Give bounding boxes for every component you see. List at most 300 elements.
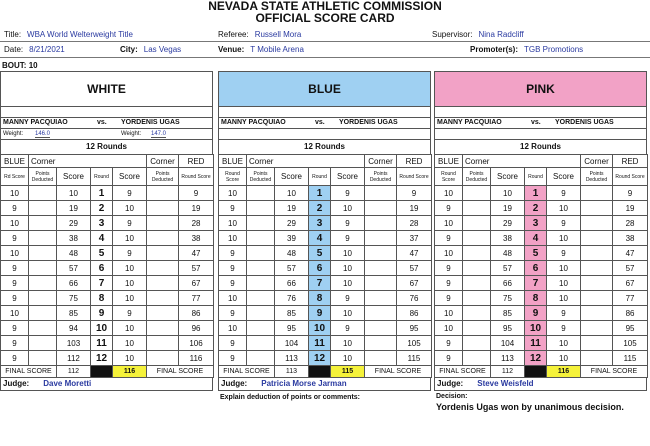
score-cell: 57 <box>613 261 648 276</box>
score-cell <box>463 201 491 216</box>
vs-label: vs. <box>315 119 325 126</box>
decision-label: Decision: <box>436 393 468 400</box>
score-cell: 9 <box>331 321 365 336</box>
final-score-row: FINAL SCORE 112 116 FINAL SCORE <box>435 366 648 378</box>
round-number: 8 <box>525 291 547 306</box>
score-cell: 28 <box>179 216 214 231</box>
score-cell <box>365 321 397 336</box>
scorecard-white <box>0 61 213 446</box>
score-cell <box>247 306 275 321</box>
comments-label: Explain deduction of points or comments: <box>220 394 361 401</box>
score-cell <box>29 291 57 306</box>
score-cell <box>581 186 613 201</box>
fighter-names <box>0 117 213 128</box>
round-row <box>219 186 432 201</box>
score-cell <box>247 186 275 201</box>
score-cell: 10 <box>331 336 365 351</box>
final-score-row: FINAL SCORE 113 115 FINAL SCORE <box>219 366 432 378</box>
score-cell: 104 <box>491 336 525 351</box>
round-number: 12 <box>309 351 331 366</box>
score-cell: 9 <box>331 231 365 246</box>
score-cell <box>365 231 397 246</box>
round-number: 7 <box>309 276 331 291</box>
score-cell <box>247 321 275 336</box>
round-number: 11 <box>525 336 547 351</box>
score-cell: 38 <box>57 231 91 246</box>
score-cell <box>365 246 397 261</box>
score-cell: 9 <box>219 261 247 276</box>
score-cell <box>581 276 613 291</box>
score-cell: 9 <box>1 336 29 351</box>
round-number: 4 <box>525 231 547 246</box>
score-cell <box>147 246 179 261</box>
score-cell: 9 <box>113 216 147 231</box>
score-cell: 10 <box>113 276 147 291</box>
round-number: 3 <box>525 216 547 231</box>
score-cell <box>247 201 275 216</box>
round-row <box>435 231 648 246</box>
score-cell <box>581 336 613 351</box>
score-cell: 77 <box>179 291 214 306</box>
score-cell <box>581 351 613 366</box>
round-number: 4 <box>91 231 113 246</box>
score-cell: 10 <box>547 336 581 351</box>
round-number: 2 <box>309 201 331 216</box>
score-cell: 9 <box>1 321 29 336</box>
score-cell: 10 <box>331 276 365 291</box>
score-cell <box>365 216 397 231</box>
final-red: 115 <box>331 366 365 378</box>
score-cell <box>581 231 613 246</box>
score-cell: 10 <box>331 201 365 216</box>
score-cell: 10 <box>1 186 29 201</box>
score-cell: 10 <box>219 231 247 246</box>
score-cell <box>463 351 491 366</box>
round-number: 9 <box>309 306 331 321</box>
score-cell: 39 <box>275 231 309 246</box>
round-row <box>435 261 648 276</box>
sheet-title: WHITE <box>0 71 213 106</box>
rounds-label: 12 Rounds <box>218 139 431 154</box>
round-number: 11 <box>309 336 331 351</box>
fighter-blue: MANNY PACQUIAO <box>3 119 68 126</box>
score-cell: 10 <box>547 261 581 276</box>
score-cell: 28 <box>613 216 648 231</box>
score-cell <box>581 261 613 276</box>
score-cell: 38 <box>613 231 648 246</box>
score-cell: 9 <box>331 291 365 306</box>
score-cell: 9 <box>547 216 581 231</box>
score-cell: 115 <box>397 351 432 366</box>
round-row <box>219 306 432 321</box>
score-cell <box>581 321 613 336</box>
score-cell: 9 <box>1 291 29 306</box>
score-cell: 10 <box>547 276 581 291</box>
score-cell: 9 <box>1 276 29 291</box>
round-number: 10 <box>309 321 331 336</box>
score-cell <box>463 306 491 321</box>
score-cell: 10 <box>547 231 581 246</box>
score-cell: 76 <box>397 291 432 306</box>
score-cell <box>247 351 275 366</box>
round-number: 5 <box>309 246 331 261</box>
score-cell <box>463 216 491 231</box>
fighter-blue: MANNY PACQUIAO <box>437 119 502 126</box>
round-row <box>1 336 214 351</box>
score-cell: 47 <box>613 246 648 261</box>
score-cell: 9 <box>219 306 247 321</box>
score-cell: 10 <box>219 291 247 306</box>
score-cell: 9 <box>435 291 463 306</box>
score-cell <box>147 306 179 321</box>
final-blue: 113 <box>275 366 309 378</box>
score-cell: 96 <box>179 321 214 336</box>
round-number: 9 <box>91 306 113 321</box>
score-cell: 10 <box>275 186 309 201</box>
round-row <box>219 216 432 231</box>
decision-text: Yordenis Ugas won by unanimous decision. <box>436 402 624 412</box>
score-cell: 10 <box>331 351 365 366</box>
score-cell: 106 <box>179 336 214 351</box>
round-row <box>435 201 648 216</box>
score-cell: 9 <box>219 201 247 216</box>
score-cell: 66 <box>275 276 309 291</box>
score-cell <box>147 291 179 306</box>
score-cell: 9 <box>547 246 581 261</box>
score-cell <box>463 186 491 201</box>
commission-title: NEVADA STATE ATHLETIC COMMISSION <box>208 0 442 13</box>
score-cell <box>247 231 275 246</box>
score-cell: 9 <box>613 186 648 201</box>
score-cell <box>247 246 275 261</box>
round-row <box>1 321 214 336</box>
meta-divider <box>0 57 650 58</box>
score-cell: 19 <box>613 201 648 216</box>
meta-title: Title: WBA World Welterweight Title <box>4 30 134 39</box>
score-cell <box>29 246 57 261</box>
score-cell: 85 <box>57 306 91 321</box>
score-cell: 113 <box>491 351 525 366</box>
round-number: 9 <box>525 306 547 321</box>
score-cell: 10 <box>113 336 147 351</box>
judge-line: Judge: Steve Weisfeld <box>434 378 647 391</box>
score-cell <box>247 276 275 291</box>
rounds-label: 12 Rounds <box>434 139 647 154</box>
meta-city: City: Las Vegas <box>120 45 182 54</box>
fighter-red: YORDENIS UGAS <box>555 119 614 126</box>
fighter-names <box>218 117 431 128</box>
weight-label: Weight: <box>3 131 24 137</box>
round-number: 2 <box>91 201 113 216</box>
round-row <box>219 321 432 336</box>
judge-line: Judge: Dave Moretti <box>0 378 213 391</box>
final-red: 116 <box>113 366 147 378</box>
final-score-row: FINAL SCORE 112 116 FINAL SCORE <box>1 366 214 378</box>
round-row <box>1 246 214 261</box>
round-row <box>219 246 432 261</box>
score-cell: 10 <box>113 231 147 246</box>
score-cell: 9 <box>397 186 432 201</box>
score-cell: 10 <box>435 306 463 321</box>
round-number: 8 <box>91 291 113 306</box>
round-number: 12 <box>525 351 547 366</box>
judge-name: Patricia Morse Jarman <box>261 379 347 388</box>
score-cell <box>365 306 397 321</box>
score-cell: 95 <box>397 321 432 336</box>
vs-label: vs. <box>97 119 107 126</box>
score-cell: 10 <box>219 186 247 201</box>
round-row <box>219 291 432 306</box>
round-number: 6 <box>525 261 547 276</box>
score-cell <box>365 261 397 276</box>
judge-name: Steve Weisfeld <box>477 379 534 388</box>
score-cell: 77 <box>613 291 648 306</box>
score-cell <box>581 291 613 306</box>
score-cell: 116 <box>179 351 214 366</box>
round-row <box>435 246 648 261</box>
score-cell: 19 <box>491 201 525 216</box>
round-row <box>1 306 214 321</box>
judge-line: Judge: Patricia Morse Jarman <box>218 378 431 391</box>
final-blue: 112 <box>57 366 91 378</box>
score-cell <box>463 291 491 306</box>
round-row <box>435 321 648 336</box>
score-cell <box>29 201 57 216</box>
score-cell: 19 <box>397 201 432 216</box>
round-row <box>435 306 648 321</box>
score-cell: 10 <box>57 186 91 201</box>
score-cell: 9 <box>435 231 463 246</box>
final-red: 116 <box>547 366 581 378</box>
score-cell: 9 <box>331 216 365 231</box>
score-cell: 9 <box>219 336 247 351</box>
score-cell: 47 <box>179 246 214 261</box>
round-number: 4 <box>309 231 331 246</box>
score-cell <box>29 321 57 336</box>
score-cell: 9 <box>331 186 365 201</box>
score-cell: 9 <box>547 321 581 336</box>
bout-number: BOUT: 10 <box>2 61 38 70</box>
score-cell <box>247 291 275 306</box>
score-cell: 9 <box>113 246 147 261</box>
score-cell: 9 <box>435 201 463 216</box>
round-row <box>1 231 214 246</box>
score-cell: 9 <box>1 261 29 276</box>
sheet-title: BLUE <box>218 71 431 106</box>
score-cell: 29 <box>275 216 309 231</box>
meta-divider <box>0 41 650 42</box>
round-row <box>435 216 648 231</box>
score-cell: 10 <box>219 321 247 336</box>
score-cell: 9 <box>179 186 214 201</box>
score-cell: 115 <box>613 351 648 366</box>
round-row <box>1 291 214 306</box>
score-cell: 75 <box>57 291 91 306</box>
round-rows <box>435 186 648 366</box>
round-row <box>1 261 214 276</box>
score-cell: 10 <box>113 261 147 276</box>
vs-label: vs. <box>531 119 541 126</box>
score-cell <box>463 261 491 276</box>
score-cell <box>29 276 57 291</box>
fighter-weights <box>0 128 213 139</box>
score-cell <box>581 201 613 216</box>
score-cell: 57 <box>179 261 214 276</box>
score-cell <box>247 216 275 231</box>
score-cell <box>463 276 491 291</box>
score-cell <box>29 351 57 366</box>
score-cell: 9 <box>113 306 147 321</box>
round-row <box>435 186 648 201</box>
score-cell: 10 <box>331 306 365 321</box>
round-number: 7 <box>525 276 547 291</box>
score-cell: 48 <box>491 246 525 261</box>
score-cell <box>147 276 179 291</box>
score-cell: 105 <box>397 336 432 351</box>
score-cell: 9 <box>435 261 463 276</box>
score-cell <box>365 336 397 351</box>
score-cell: 9 <box>113 186 147 201</box>
fighter-red: YORDENIS UGAS <box>121 119 180 126</box>
score-cell: 9 <box>1 201 29 216</box>
score-cell: 28 <box>397 216 432 231</box>
score-cell: 9 <box>435 351 463 366</box>
score-cell <box>29 261 57 276</box>
score-cell: 9 <box>1 351 29 366</box>
score-cell: 9 <box>547 306 581 321</box>
score-cell: 9 <box>219 351 247 366</box>
score-cell: 10 <box>113 321 147 336</box>
score-cell: 76 <box>275 291 309 306</box>
round-row <box>1 186 214 201</box>
round-number: 6 <box>91 261 113 276</box>
score-cell <box>147 261 179 276</box>
score-cell <box>463 336 491 351</box>
score-cell: 9 <box>1 231 29 246</box>
score-cell: 38 <box>179 231 214 246</box>
score-cell: 48 <box>275 246 309 261</box>
score-cell: 37 <box>397 231 432 246</box>
round-number: 1 <box>309 186 331 201</box>
round-row <box>219 336 432 351</box>
score-cell: 29 <box>491 216 525 231</box>
score-cell: 10 <box>219 216 247 231</box>
score-cell: 66 <box>491 276 525 291</box>
score-cell: 29 <box>57 216 91 231</box>
final-blue: 112 <box>491 366 525 378</box>
score-cell: 10 <box>1 216 29 231</box>
score-cell <box>147 351 179 366</box>
fighter-names <box>434 117 647 128</box>
score-cell: 113 <box>275 351 309 366</box>
round-number: 7 <box>91 276 113 291</box>
score-cell <box>29 216 57 231</box>
score-cell <box>581 306 613 321</box>
score-cell: 67 <box>613 276 648 291</box>
rounds-label: 12 Rounds <box>0 139 213 154</box>
score-cell: 66 <box>57 276 91 291</box>
score-cell: 104 <box>275 336 309 351</box>
score-table: BLUE Corner Corner RED Rd Score Points Deducted Score Round Score Points Deducted Round Score 10 10 1 9 9 9 19 2 10 19 10 29 3 9 28 9 38 4 10 38 10 48 5 9 47 9 57 6 10 57 9 66 7 10 67 9 75 8 10 77 10 85 9 9 86 9 94 10 10 96 9 103 11 10 106 9 112 12 10 116 FINAL SCORE 112 116 FINAL SCORE <box>0 154 214 378</box>
judge-name: Dave Moretti <box>43 379 92 388</box>
score-table: BLUE Corner Corner RED Round Score Points Deducted Score Round Score Points Deducted Round Score 10 10 1 9 9 9 19 2 10 19 10 29 3 9 28 9 38 4 10 38 10 48 5 9 47 9 57 6 10 57 9 66 7 10 67 9 75 8 10 77 10 85 9 9 86 10 95 10 9 95 9 104 11 10 105 9 113 12 10 115 FINAL SCORE 112 116 FINAL SCORE <box>434 154 648 378</box>
score-cell: 10 <box>1 306 29 321</box>
score-cell <box>29 186 57 201</box>
round-number: 3 <box>309 216 331 231</box>
score-cell <box>365 276 397 291</box>
score-cell: 10 <box>113 201 147 216</box>
round-row <box>1 351 214 366</box>
meta-venue: Venue: T Mobile Arena <box>218 45 304 54</box>
score-cell <box>29 336 57 351</box>
score-cell: 112 <box>57 351 91 366</box>
score-cell <box>247 336 275 351</box>
round-row <box>1 276 214 291</box>
score-cell: 103 <box>57 336 91 351</box>
scorecard-blue <box>218 61 431 446</box>
score-cell: 10 <box>547 351 581 366</box>
score-cell: 10 <box>435 216 463 231</box>
score-cell: 86 <box>613 306 648 321</box>
sheet-title: PINK <box>434 71 647 106</box>
score-cell: 10 <box>435 186 463 201</box>
score-cell <box>365 201 397 216</box>
score-cell <box>147 321 179 336</box>
round-number: 8 <box>309 291 331 306</box>
score-cell: 85 <box>491 306 525 321</box>
score-cell: 10 <box>331 261 365 276</box>
score-cell: 10 <box>435 246 463 261</box>
weight-blue: 146.0 <box>35 131 51 137</box>
score-cell: 9 <box>219 246 247 261</box>
fighter-red: YORDENIS UGAS <box>339 119 398 126</box>
score-cell: 19 <box>179 201 214 216</box>
score-cell <box>463 231 491 246</box>
score-cell <box>147 231 179 246</box>
round-number: 6 <box>309 261 331 276</box>
score-cell: 57 <box>491 261 525 276</box>
score-cell <box>581 216 613 231</box>
score-cell: 48 <box>57 246 91 261</box>
score-cell: 85 <box>275 306 309 321</box>
score-cell: 10 <box>547 201 581 216</box>
weight-label: Weight: <box>121 131 142 137</box>
round-number: 12 <box>91 351 113 366</box>
score-cell <box>365 291 397 306</box>
score-cell: 38 <box>491 231 525 246</box>
meta-referee: Referee: Russell Mora <box>218 30 302 39</box>
score-cell <box>365 351 397 366</box>
score-cell: 47 <box>397 246 432 261</box>
score-cell: 95 <box>275 321 309 336</box>
round-number: 1 <box>525 186 547 201</box>
score-cell: 10 <box>331 246 365 261</box>
score-cell: 10 <box>113 291 147 306</box>
score-cell: 67 <box>179 276 214 291</box>
score-cell: 95 <box>491 321 525 336</box>
round-rows <box>1 186 214 366</box>
score-cell: 10 <box>1 246 29 261</box>
score-cell: 9 <box>219 276 247 291</box>
score-cell <box>463 246 491 261</box>
score-cell: 95 <box>613 321 648 336</box>
round-row <box>219 276 432 291</box>
scorecard-pink <box>434 61 647 446</box>
score-cell: 10 <box>491 186 525 201</box>
round-number: 10 <box>525 321 547 336</box>
round-row <box>219 261 432 276</box>
round-number: 10 <box>91 321 113 336</box>
